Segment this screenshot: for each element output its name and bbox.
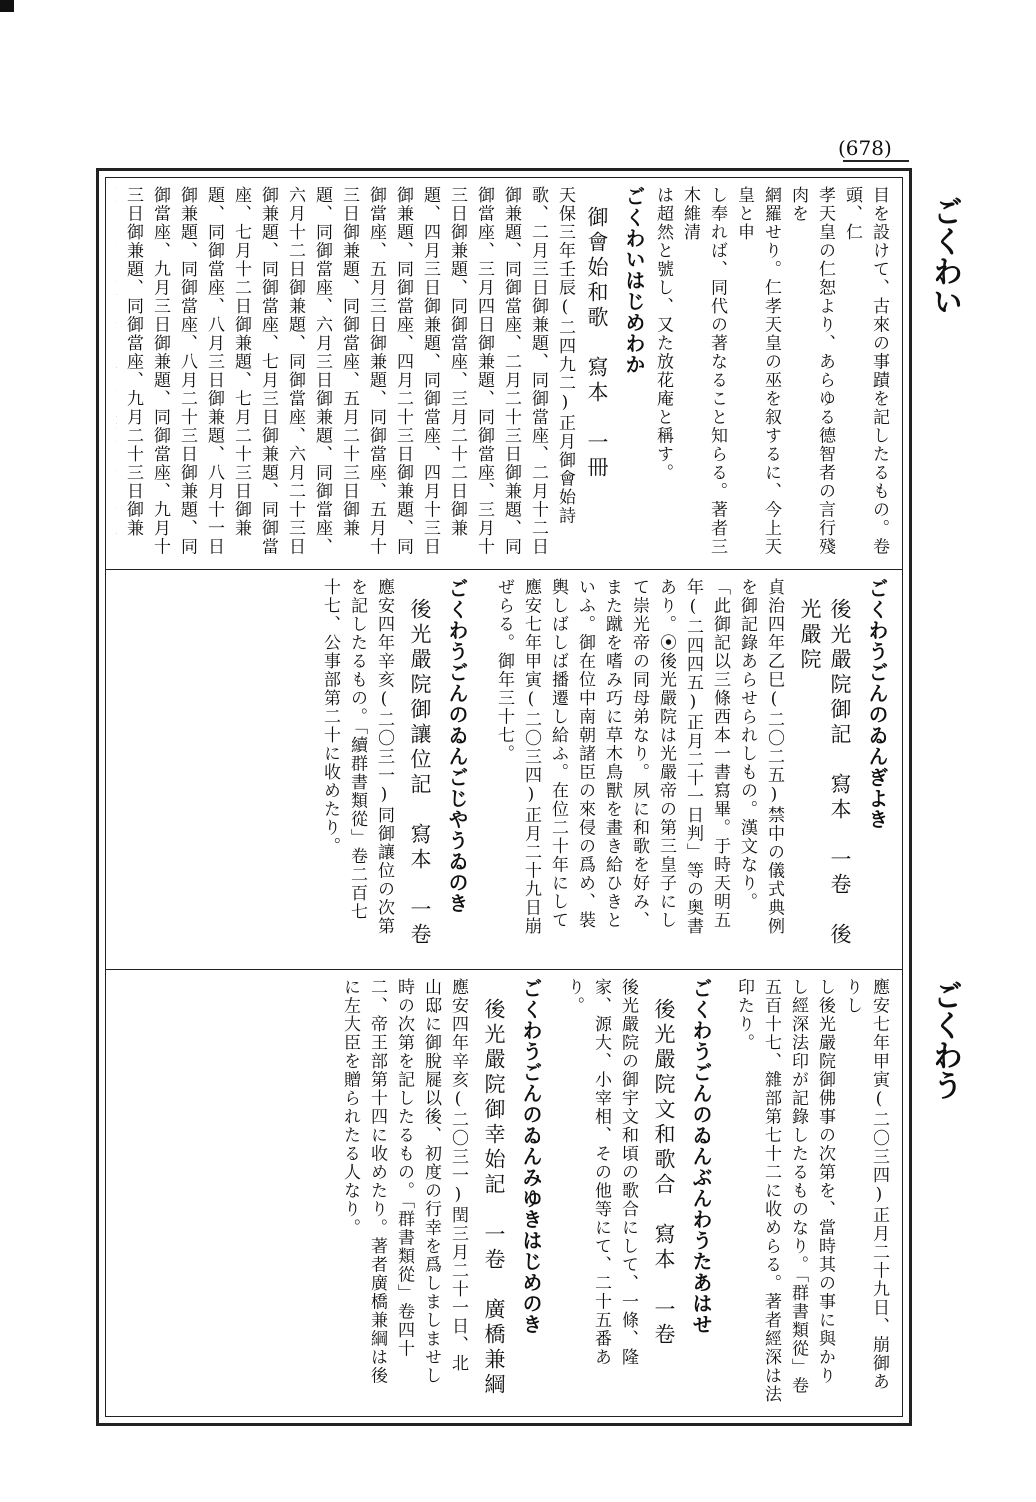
entry-body: 後光嚴院の御宇文和頃の歌合にして、一條、隆家、源大、小宰相、その他等にて、二十五番あり。 [564, 978, 638, 1367]
bottom-carry-line-3: し經深法印が記錄したるものなり。「群書類從」卷 [788, 978, 808, 1395]
entry-title: 御會始和歌 寫本 一冊 [585, 206, 609, 481]
bottom-carry-line-5: 印たり。 [734, 978, 754, 1052]
entry-heading: ごくわうごんのゐんみゆきはじめのき [519, 978, 543, 1335]
section-middle [116, 578, 892, 960]
entry-block-6 [336, 978, 546, 1408]
section-bottom [116, 978, 892, 1408]
top-carry-line-2: 孝天皇の仁恕より、あらゆる德智者の言行殘肉を [788, 186, 835, 556]
entry-body: 天保三年壬辰(二四九二)正月御會始詩歌、二月三日御兼題、同御當座、二月十二日御兼題、同御當座、二月二十三日御兼題、同御當座、三月四日御兼題、同御當座、三月十三日御兼題、同御當座、三月二十二日御兼題、四月三日御兼題、同御當座、四月十三日御兼題、同御當座、四月二十三日御兼題、同御當座、五月三日御兼題、同御當座、五月十三日御兼題、同御當座、五月二十三日御兼題、同御當座、六月三日御兼題、同御當座、六月十二日御兼題、同御當座、六月二十三日御兼題、同御當座、七月三日御兼題、同御當座、七月十二日御兼題、七月二十三日御兼題、同御當座、八月三日御兼題、八月十一日御兼題、同御當座、八月二十三日御兼題、同御當座、九月三日御兼題、同御當座、九月十三日御兼題、同御當座、九月二十三日御兼 [123, 186, 575, 556]
running-head-bottom: ごくわう [927, 980, 962, 1100]
entry-block-2 [316, 578, 472, 960]
entry-block-5 [560, 978, 716, 1408]
top-carry-line-1: 目を設けて、古來の事蹟を記したるもの。卷頭、仁 [842, 186, 889, 556]
bottom-carry [730, 978, 892, 1408]
page-number: (678) [838, 136, 892, 160]
entry-heading: ごくわうごんのゐんぶんわうたあはせ [689, 978, 713, 1335]
scan-corner-mark [0, 0, 14, 12]
entry-heading: ごくわうごんのゐんごじやうゐのき [445, 578, 469, 914]
top-carry-line-4: し奉れば、同代の著なること知らる。著者三木維清 [680, 186, 727, 556]
entry-title: 後光嚴院文和歌合 寫本 一卷 [652, 998, 676, 1348]
entry-body: 應安四年辛亥(二〇三一)同御讓位の次第を記したるもの。「續群書類從」卷二百七十七、公事部第二十に收めたり。 [320, 578, 394, 936]
entry-body: 貞治四年乙巳(二〇二五)禁中の儀式典例を御記錄あらせられしもの。漢文なり。「此御記以三條西本一書寫畢。于時天明五年(二四四五)正月二十一日判」等の奥書あり。⦿後光嚴院は光嚴帝の第三皇子にして崇光帝の同母弟なり。夙に和歌を好み、また蹴を嗜み巧に草木鳥獸を畫き給ひきといふ。御在位中南朝諸臣の來侵の爲め、裝輿しばしば播遷し給ふ。在位二十年にして應安七年甲寅(二〇三四)正月二十九日崩ぜらる。御年三十七。 [494, 578, 784, 936]
bottom-carry-line-4: 五百十七、雜部第七十二に收めらる。著者經深は法 [761, 978, 781, 1404]
entry-title: 後光嚴院御記 寫本 一卷 後光嚴院 [798, 598, 852, 948]
section-divider-top [106, 569, 902, 570]
bottom-carry-line-2: し後光嚴院御佛事の次第を、當時其の事に與かり [815, 978, 835, 1385]
entry-heading: ごくわいはじめわか [622, 186, 646, 375]
bottom-carry-line-1: 應安七年甲寅(二〇三四)正月二十九日、崩御ありし [842, 978, 889, 1391]
section-top [116, 186, 892, 561]
top-carry-line-5: は超然と號し、又た放花庵と稱す。 [653, 186, 673, 482]
page-number-rule [843, 160, 909, 162]
page-frame-inner [105, 177, 903, 1417]
entry-heading: ごくわうごんのゐんぎよき [865, 578, 889, 830]
running-head-top: ごくわい [927, 196, 962, 316]
page-frame [96, 168, 912, 1426]
entry-body: 應安四年辛亥(二〇三一)閏三月二十一日、北山邸に御脫屣以後、初度の行幸を爲しましませし時の次第を記したるもの。「群書類從」卷四十二、帝王部第十四に收めたり。著者廣橋兼綱は後に左大臣を贈られたる人なり。 [340, 978, 468, 1385]
entry-title: 後光嚴院御幸始記 一卷 廣橋兼綱 [482, 998, 506, 1398]
entry-block-1 [490, 578, 892, 960]
entry-title: 後光嚴院御讓位記 寫本 一卷 [408, 598, 432, 948]
section-divider-bottom [106, 969, 902, 970]
top-carry-line-3: 網羅せり。仁孝天皇の巫を叙するに、今上天皇と申 [734, 186, 781, 556]
